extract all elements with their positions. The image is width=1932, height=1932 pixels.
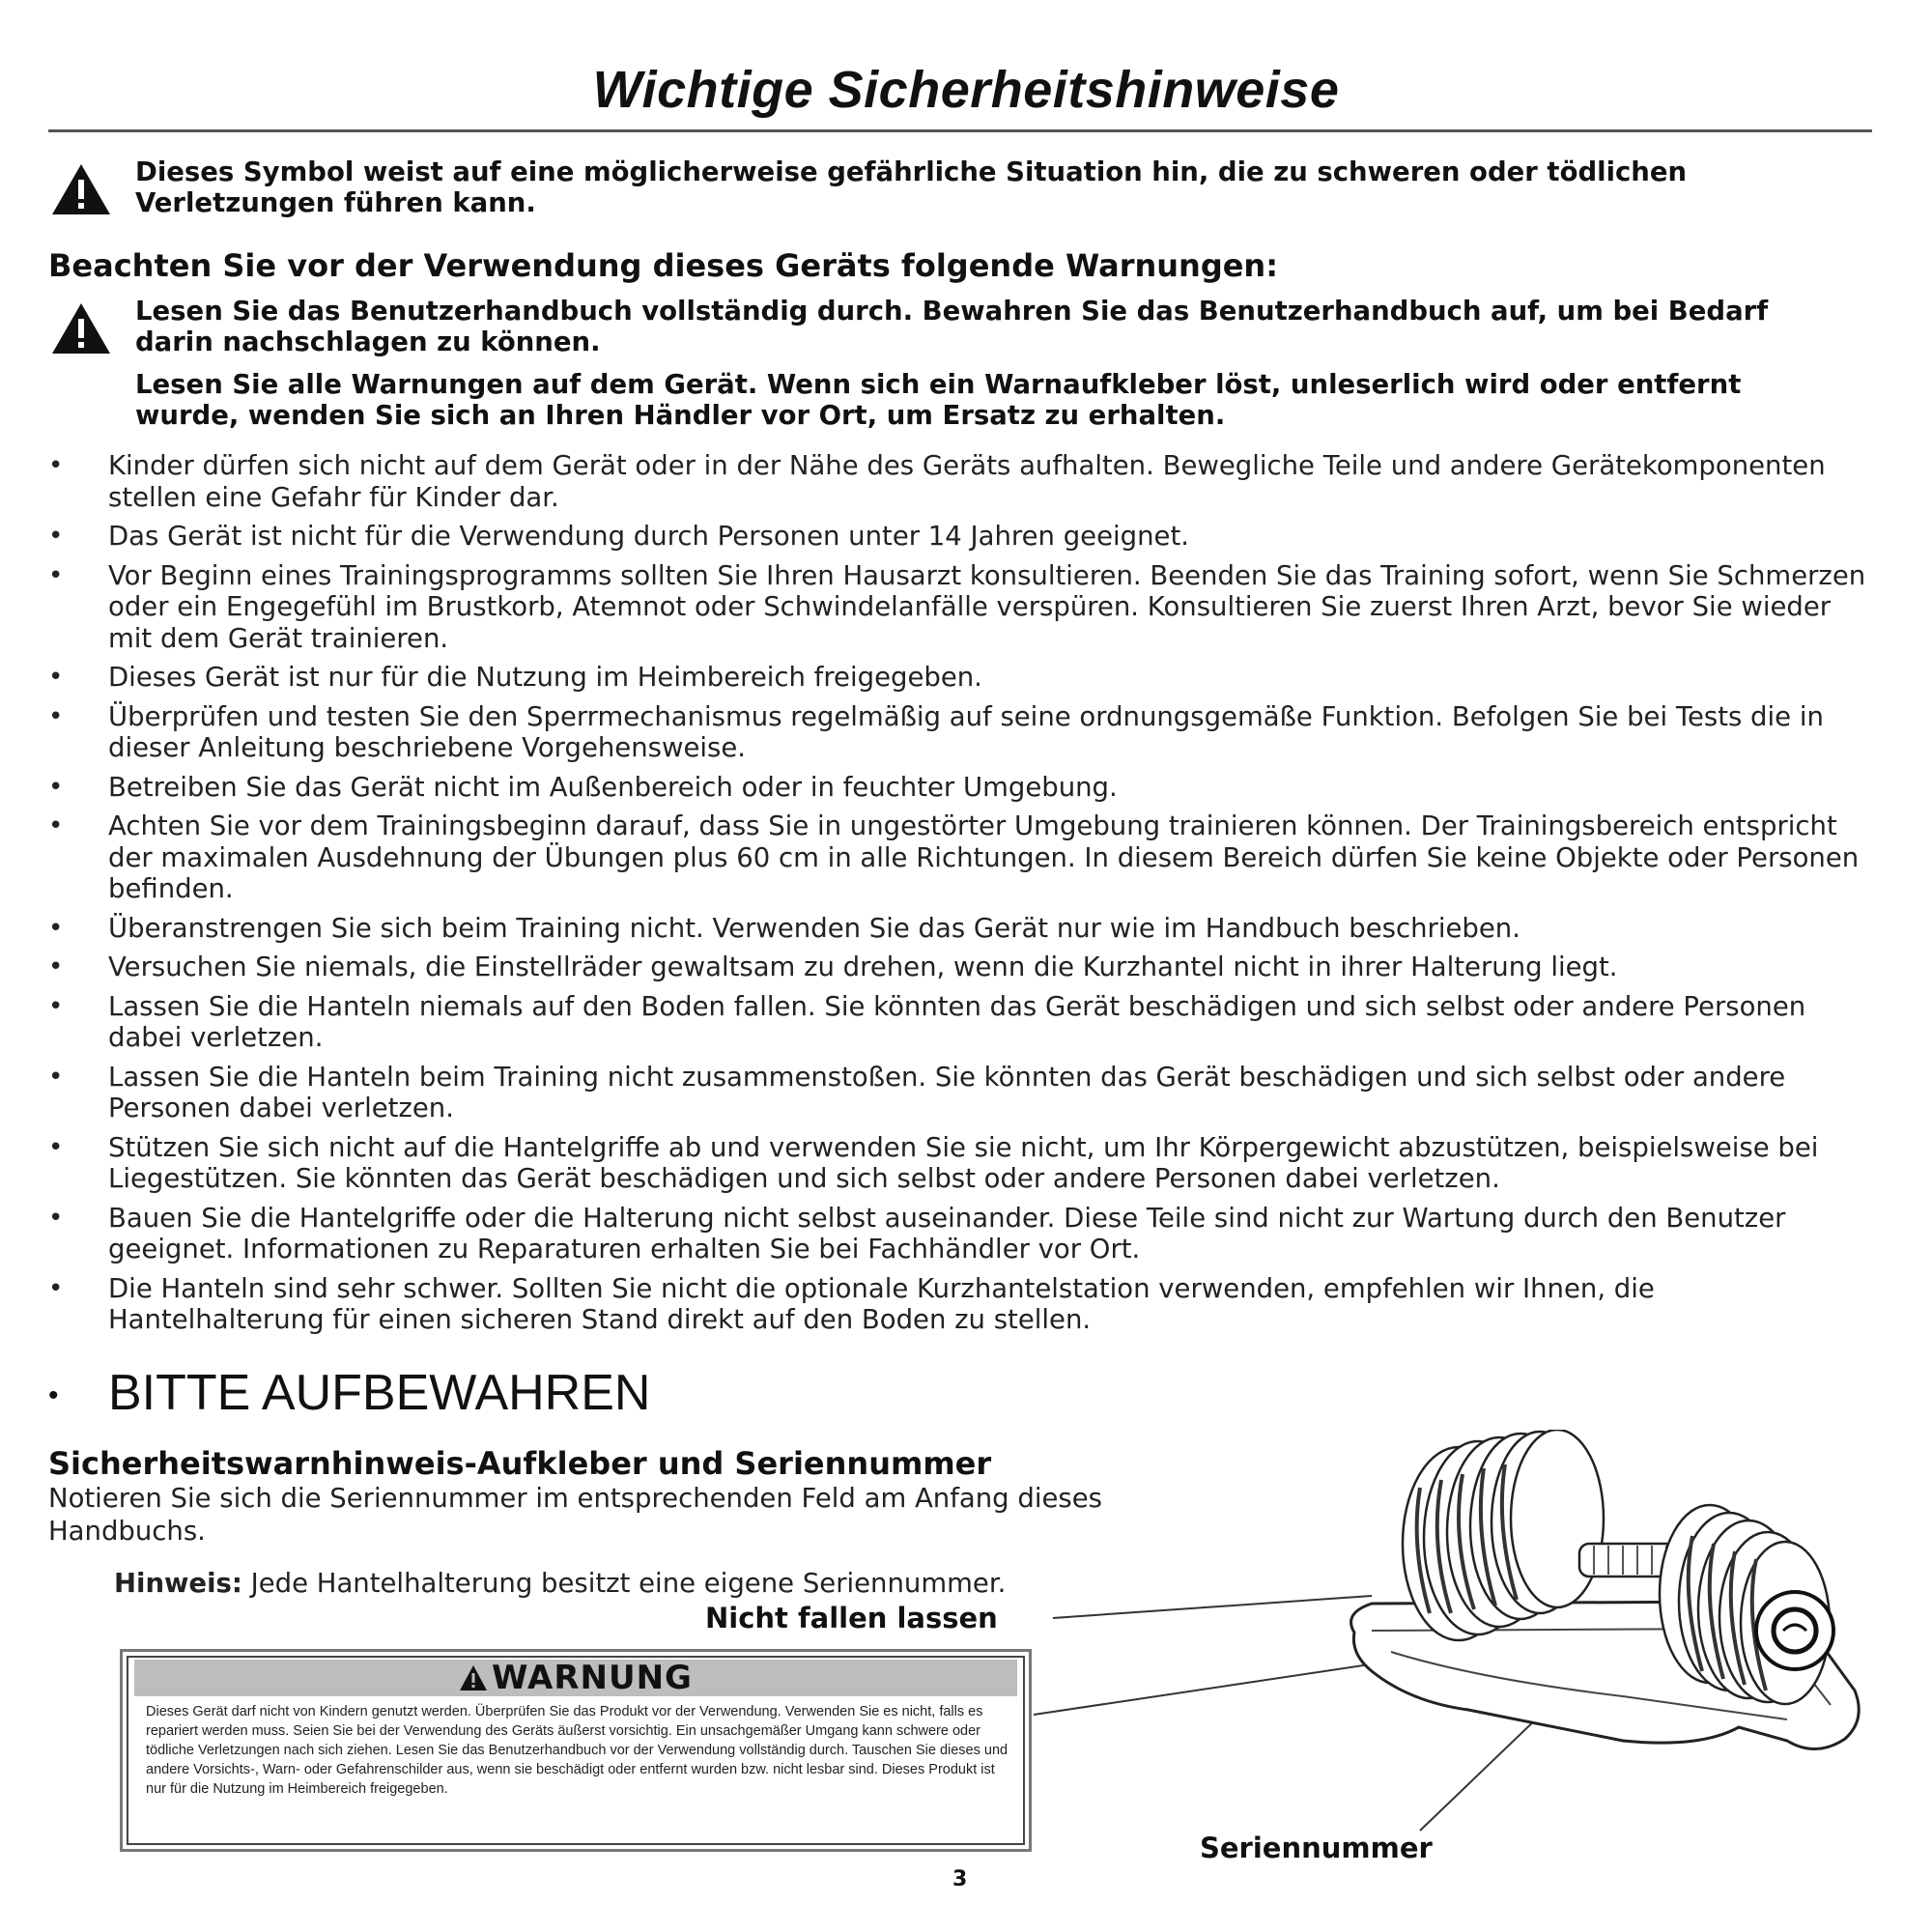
bullet-glyph: •	[48, 1273, 64, 1303]
bullet-text: Dieses Gerät ist nur für die Nutzung im Heimbereich freigegeben.	[108, 662, 982, 693]
bullet-text: Versuchen Sie niemals, die Einstellräder gewaltsam zu drehen, wenn die Kurzhantel nicht in ihrer Halterung liegt.	[108, 952, 1618, 982]
bullet-text: Das Gerät ist nicht für die Verwendung durch Personen unter 14 Jahren geeignet.	[108, 521, 1189, 552]
manual-warning-1: Lesen Sie das Benutzerhandbuch vollständig durch. Bewahren Sie das Benutzerhandbuch auf, um bei Bedarf darin nachschlagen zu können.	[135, 296, 1769, 357]
bullet-glyph: •	[48, 701, 64, 731]
drop-label: Nicht fallen lassen	[705, 1602, 998, 1634]
bullet-glyph: •	[48, 1062, 64, 1092]
bullet-glyph: •	[48, 1132, 64, 1162]
bullet-text: Überprüfen und testen Sie den Sperrmechanismus regelmäßig auf seine ordnungsgemäße Funktion. Befolgen Sie bei Tests die in dieser Anleitung beschriebene Vorgehensweise.	[108, 700, 1824, 763]
bullet-text: Lassen Sie die Hanteln niemals auf den Boden fallen. Sie könnten das Gerät beschädigen und sich selbst oder andere Personen dabei verletzen.	[108, 990, 1806, 1053]
bullet-text: Bauen Sie die Hantelgriffe oder die Halterung nicht selbst auseinander. Diese Teile sind nicht zur Wartung durch den Benutzer geeignet. Informationen zu Reparaturen erhalten Sie bei Fachhändler vor Ort.	[108, 1202, 1786, 1264]
bullet-glyph: •	[48, 811, 64, 840]
bullet-glyph: •	[48, 451, 64, 480]
hint-label: Hinweis:	[114, 1568, 242, 1599]
serial-label: Seriennummer	[1200, 1832, 1433, 1864]
bullet-glyph: •	[48, 1203, 64, 1233]
sticker-heading: Sicherheitswarnhinweis-Aufkleber und Seriennummer	[48, 1445, 992, 1482]
bullet-text: Lassen Sie die Hanteln beim Training nicht zusammenstoßen. Sie könnten das Gerät beschädigen und sich selbst oder andere Personen dabei verletzen.	[108, 1061, 1786, 1123]
warnings-heading: Beachten Sie vor der Verwendung dieses Geräts folgende Warnungen:	[48, 247, 1278, 284]
bullet-glyph: •	[48, 772, 64, 802]
sticker-text: Notieren Sie sich die Seriennummer im entsprechenden Feld am Anfang dieses Handbuchs.	[48, 1483, 1102, 1547]
keep-bullet-glyph: •	[48, 1379, 59, 1412]
bullet-text: Kinder dürfen sich nicht auf dem Gerät oder in der Nähe des Geräts aufhalten. Bewegliche Teile und andere Gerätekomponenten stellen eine Gefahr für Kinder dar.	[108, 450, 1826, 513]
keep-notice-text: BITTE AUFBEWAHREN	[108, 1365, 651, 1421]
bullet-glyph: •	[48, 991, 64, 1021]
warning-sticker-body: Dieses Gerät darf nicht von Kindern genutzt werden. Überprüfen Sie das Produkt vor der Verwendung. Verwenden Sie es nicht, falls es repariert werden muss. Seien Sie bei der Verwendung des Geräts äußerst vorsichtig. Ein unsachgemäßer Umgang kann schwere oder tödliche Verletzungen nach sich ziehen. Lesen Sie das Benutzerhandbuch vor der Verwendung vollständig durch. Tauschen Sie dieses und andere Vorsichts-, Warn- oder Gefahrenschilder aus, wenn sie beschädigt oder entfernt wurden bzw. nicht lesbar sind. Dieses Produkt ist nur für die Nutzung im Heimbereich freigegeben.	[146, 1704, 1009, 1797]
bullet-glyph: •	[48, 913, 64, 943]
bullet-glyph: •	[48, 560, 64, 590]
bullet-text: Überanstrengen Sie sich beim Training nicht. Verwenden Sie das Gerät nur wie im Handbuch beschrieben.	[108, 912, 1520, 944]
dumbbell-illustration	[1333, 1430, 1874, 1806]
bullet-text: Achten Sie vor dem Trainingsbeginn darauf, dass Sie in ungestörter Umgebung trainieren können. Der Trainingsbereich entspricht der maximalen Ausdehnung der Übungen plus 60 cm in alle Richtungen. In diesem Bereich dürfen Sie keine Objekte oder Personen befinden.	[108, 810, 1860, 904]
warning-sticker-title: WARNUNG	[492, 1659, 693, 1697]
bullet-glyph: •	[48, 663, 64, 692]
bullet-text: Stützen Sie sich nicht auf die Hantelgriffe ab und verwenden Sie sie nicht, um Ihr Körpergewicht abzustützen, beispielsweise bei Liegestützen. Sie könnten das Gerät beschädigen und sich selbst oder andere Personen dabei verletzen.	[108, 1131, 1819, 1194]
manual-warning-2: Lesen Sie alle Warnungen auf dem Gerät. Wenn sich ein Warnaufkleber löst, unleserlich wird oder entfernt wurde, wenden Sie sich an Ihren Händler vor Ort, um Ersatz zu erhalten.	[135, 369, 1742, 431]
hint-text: Jede Hantelhalterung besitzt eine eigene Seriennummer.	[250, 1568, 1007, 1599]
bullet-glyph: •	[48, 522, 64, 551]
page-number: 3	[952, 1867, 968, 1891]
page-title: Wichtige Sicherheitshinweise	[592, 61, 1340, 119]
bullet-text: Vor Beginn eines Trainingsprogramms sollten Sie Ihren Hausarzt konsultieren. Beenden Sie das Training sofort, wenn Sie Schmerzen oder ein Engegefühl im Brustkorb, Atemnot oder Schwindelanfälle verspüren. Konsultieren Sie zuerst Ihren Arzt, bevor Sie wieder mit dem Gerät trainieren.	[108, 559, 1866, 654]
bullet-glyph: •	[48, 952, 64, 981]
symbol-note: Dieses Symbol weist auf eine möglicherweise gefährliche Situation hin, die zu schweren oder tödlichen Verletzungen führen kann.	[135, 156, 1688, 218]
bullet-text: Die Hanteln sind sehr schwer. Sollten Sie nicht die optionale Kurzhantelstation verwenden, empfehlen wir Ihnen, die Hantelhalterung für einen sicheren Stand direkt auf den Boden zu stellen.	[108, 1272, 1655, 1335]
bullet-text: Betreiben Sie das Gerät nicht im Außenbereich oder in feuchter Umgebung.	[108, 771, 1118, 803]
